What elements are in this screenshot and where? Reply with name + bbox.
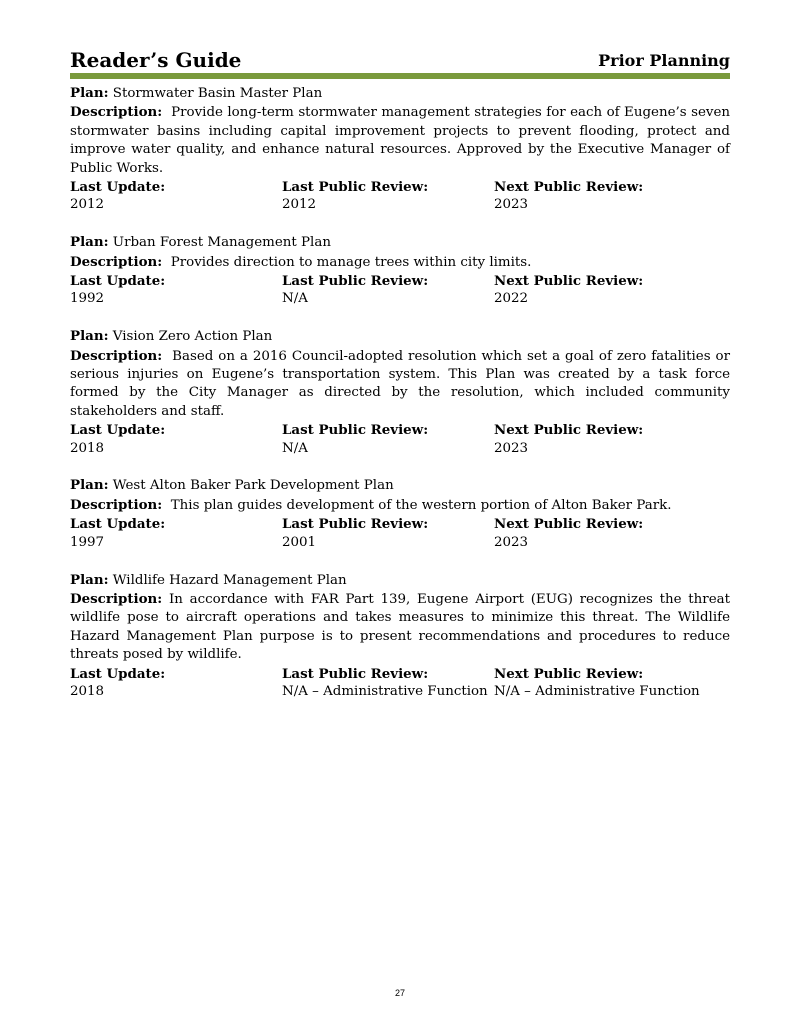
last-public-review-label: Last Public Review:: [282, 179, 429, 196]
plan-entry-west-alton-baker: [70, 476, 730, 552]
document-title: Reader’s Guide: [70, 48, 242, 72]
last-public-review-value: N/A – Administrative Function: [282, 683, 488, 699]
plan-dates: [70, 665, 730, 702]
next-public-review-value: 2023: [494, 534, 529, 550]
last-update-label: Last Update:: [70, 516, 166, 533]
last-public-review-label: Last Public Review:: [282, 422, 429, 439]
plan-description: This plan guides development of the western portion of Alton Baker Park.: [170, 497, 672, 513]
next-public-review-label: Next Public Review:: [494, 665, 644, 682]
last-update-value: 2018: [70, 440, 105, 456]
plan-name: Vision Zero Action Plan: [112, 329, 273, 345]
plan-description: Provides direction to manage trees within city limits.: [170, 254, 532, 270]
plan-dates: [70, 178, 730, 215]
document-page: [70, 0, 731, 699]
description-label: Description:: [70, 590, 163, 607]
page-header: [70, 0, 730, 72]
last-public-review-value: N/A: [282, 291, 308, 307]
plan-name: West Alton Baker Park Development Plan: [112, 478, 394, 494]
plan-dates: [70, 272, 730, 309]
last-public-review-value: 2001: [282, 534, 317, 550]
next-public-review-value: 2022: [494, 291, 529, 307]
plan-entry-wildlife-hazard: [70, 571, 730, 702]
plan-dates: [70, 421, 730, 458]
next-public-review-label: Next Public Review:: [494, 422, 644, 439]
next-public-review-label: Next Public Review:: [494, 516, 644, 533]
next-public-review-label: Next Public Review:: [494, 179, 644, 196]
last-public-review-label: Last Public Review:: [282, 273, 429, 290]
last-update-value: 2012: [70, 197, 105, 213]
last-update-label: Last Update:: [70, 179, 166, 196]
plan-name: Wildlife Hazard Management Plan: [112, 572, 347, 588]
plan-label: Plan:: [70, 234, 109, 251]
plan-label: Plan:: [70, 477, 109, 494]
last-public-review-label: Last Public Review:: [282, 516, 429, 533]
next-public-review-value: N/A – Administrative Function: [494, 683, 700, 699]
plan-description: In accordance with FAR Part 139, Eugene Airport (EUG) recognizes the threat wildlife pose to aircraft operations and takes measures to minimize this threat. The Wildlife Hazard Management Plan purpose is to present recommendations and procedures to reduce threats posed by wildlife.: [70, 591, 730, 663]
plan-label: Plan:: [70, 85, 109, 101]
next-public-review-value: 2023: [494, 440, 529, 456]
plan-entry-urban-forest: [70, 233, 730, 309]
next-public-review-value: 2023: [494, 197, 529, 213]
plan-list: [70, 84, 730, 720]
last-update-label: Last Update:: [70, 422, 166, 439]
plan-description: Provide long-term stormwater management strategies for each of Eugene’s seven stormwater basins including capital improvement projects to prevent flooding, protect and improve water quality, and enhance natural resources. Approved by the Executive Manager of Public Works.: [70, 105, 730, 176]
plan-name: Urban Forest Management Plan: [112, 235, 331, 251]
last-update-label: Last Update:: [70, 665, 166, 682]
last-update-value: 1997: [70, 534, 105, 550]
page-number: 27: [394, 988, 405, 998]
description-label: Description:: [70, 496, 163, 513]
plan-entry-vision-zero: [70, 327, 730, 458]
plan-label: Plan:: [70, 571, 109, 588]
last-public-review-value: 2012: [282, 197, 317, 213]
last-update-label: Last Update:: [70, 273, 166, 290]
plan-label: Plan:: [70, 328, 109, 345]
plan-description: Based on a 2016 Council-adopted resolution which set a goal of zero fatalities or serious injuries on Eugene’s transportation system. This Plan was created by a task force formed by the City Manager as directed by the resolution, which included community stakeholders and staff.: [70, 348, 731, 419]
last-update-value: 2018: [70, 683, 105, 699]
last-update-value: 1992: [70, 291, 105, 307]
plan-dates: [70, 515, 730, 552]
plan-name: Stormwater Basin Master Plan: [112, 86, 323, 101]
description-label: Description:: [70, 347, 163, 364]
plan-entry-stormwater: [70, 84, 730, 215]
description-label: Description:: [70, 253, 163, 270]
last-public-review-label: Last Public Review:: [282, 665, 429, 682]
next-public-review-label: Next Public Review:: [494, 273, 644, 290]
header-rule: [70, 73, 730, 79]
description-label: Description:: [70, 104, 163, 121]
section-title: Prior Planning: [598, 51, 730, 70]
last-public-review-value: N/A: [282, 440, 308, 456]
